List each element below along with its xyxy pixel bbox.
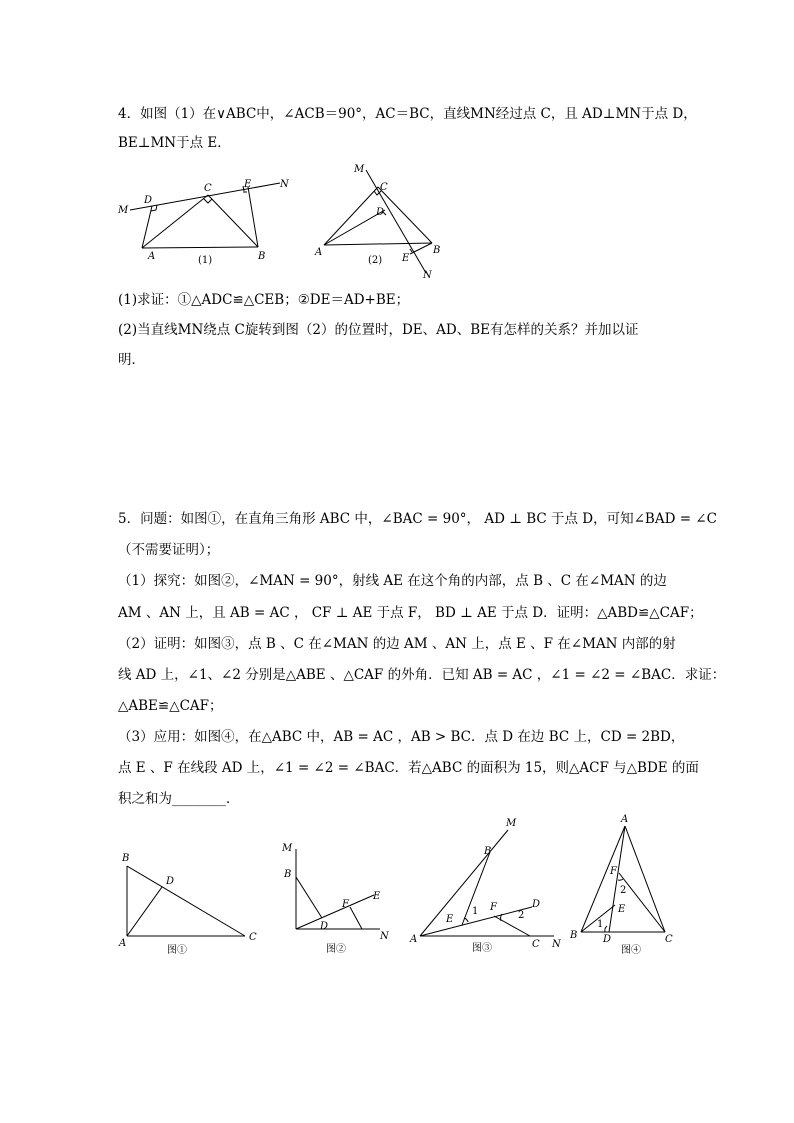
q4-part-2a: (2)当直线MN绕点 C旋转到图（2）的位置时，DE、AD、BE有怎样的关系？并加以证 xyxy=(118,322,639,338)
q5-line-1: 5．问题：如图①，在直角三角形 ABC 中，∠BAC = 90°， AD ⊥ BC 于点 D，可知∠BAD = ∠C xyxy=(118,511,717,527)
caption: (2) xyxy=(368,255,383,266)
angle-1-label: 1 xyxy=(597,919,604,930)
caption: (1) xyxy=(198,255,213,266)
label-m: M xyxy=(354,164,365,175)
label-d: D xyxy=(166,876,175,887)
segment-cf xyxy=(494,916,530,936)
label-d: D xyxy=(144,195,153,206)
segment-cb xyxy=(378,187,432,243)
label-b: B xyxy=(433,245,441,256)
q5-line-3: （1）探究：如图②，∠MAN = 90°，射线 AE 在这个角的内部，点 B 、C 在∠MAN 的边 xyxy=(118,573,667,589)
label-a: A xyxy=(621,814,629,825)
caption: 图① xyxy=(167,945,187,956)
segment-ac xyxy=(324,187,378,245)
label-b: B xyxy=(484,846,492,857)
segment-bc xyxy=(127,866,245,936)
q5-figure-3 xyxy=(402,818,572,960)
q5-line-2: （不需要证明）； xyxy=(118,542,220,558)
label-c: C xyxy=(532,939,540,950)
segment-ab xyxy=(581,826,625,932)
label-e: E xyxy=(402,253,410,264)
right-angle-e xyxy=(410,249,412,252)
q5-line-9: 点 E 、F 在线段 AD 上，∠1 = ∠2 = ∠BAC．若△ABC 的面积为 15，则△ACF 与△BDE 的面 xyxy=(118,760,699,776)
q5-line-5: （2）证明：如图③，点 B 、C 在∠MAN 的边 AM 、AN 上，点 E 、F 在∠MAN 内部的射 xyxy=(118,636,676,652)
q4-figure-2 xyxy=(310,160,450,280)
q5-figure-2 xyxy=(278,835,393,960)
angle-1-label: 1 xyxy=(472,906,479,917)
label-n: N xyxy=(423,270,432,281)
label-m: M xyxy=(506,818,517,829)
label-e: E xyxy=(373,891,381,902)
label-b: B xyxy=(122,853,130,864)
label-m: M xyxy=(118,205,129,216)
segment-ab xyxy=(324,243,432,245)
q4-part-2b: 明． xyxy=(118,352,145,368)
angle-2-label: 2 xyxy=(620,885,627,896)
angle-2-arc xyxy=(618,879,623,880)
label-a: A xyxy=(410,934,418,945)
segment-cf xyxy=(619,873,665,932)
q5-figure-1 xyxy=(115,850,265,960)
caption: 图④ xyxy=(621,945,641,956)
q4-figure-1 xyxy=(110,170,300,265)
label-d: D xyxy=(532,899,541,910)
label-f: F xyxy=(490,902,497,913)
label-a: A xyxy=(119,938,127,949)
q5-line-8: （3）应用：如图④，在△ABC 中，AB = AC ，AB > BC．点 D 在边 BC 上，CD = 2BD， xyxy=(118,729,685,745)
label-c: C xyxy=(249,932,257,943)
q5-line-4: AM 、AN 上，且 AB = AC ， CF ⊥ AE 于点 F， BD ⊥ AE 于点 D．证明：△ABD≌△CAF； xyxy=(118,605,703,621)
label-d: D xyxy=(376,207,385,218)
label-e: E xyxy=(618,904,626,915)
segment-be xyxy=(410,243,432,254)
label-e: E xyxy=(446,914,454,925)
segment-cf xyxy=(350,907,362,929)
label-d: D xyxy=(320,921,329,932)
label-b: B xyxy=(284,869,292,880)
label-n: N xyxy=(280,179,289,190)
q4-line-2: BE⊥MN于点 E． xyxy=(118,135,231,151)
label-b: B xyxy=(258,251,266,262)
angle-1-arc xyxy=(464,918,468,922)
label-d: D xyxy=(603,934,612,945)
caption: 图③ xyxy=(472,943,492,954)
q4-part-1: (1)求证：①△ADC≌△CEB；②DE＝AD+BE； xyxy=(118,292,410,308)
segment-ab xyxy=(142,247,258,248)
segment-bd xyxy=(296,877,322,918)
label-f: F xyxy=(610,866,617,877)
label-m: M xyxy=(282,843,293,854)
label-c: C xyxy=(665,934,673,945)
segment-ac xyxy=(625,826,665,932)
caption: 图② xyxy=(326,944,346,955)
q5-line-6: 线 AD 上，∠1、∠2 分别是△ABE 、△CAF 的外角．已知 AB = AC ，∠1 = ∠2 = ∠BAC．求证： xyxy=(118,667,726,683)
angle-2-label: 2 xyxy=(518,910,525,921)
label-c: C xyxy=(380,182,388,193)
q5-figure-4 xyxy=(563,810,683,960)
ray-ae xyxy=(296,895,374,929)
q5-line-10: 积之和为________． xyxy=(118,791,240,807)
q5-line-7: △ABE≌△CAF； xyxy=(118,698,223,714)
label-n: N xyxy=(380,931,389,942)
label-f: F xyxy=(342,899,349,910)
label-a: A xyxy=(315,247,323,258)
label-b: B xyxy=(570,930,578,941)
segment-ad xyxy=(127,887,162,936)
q4-line-1: 4．如图（1）在∨ABC中，∠ACB＝90°，AC＝BC，直线MN经过点 C，且 AD⊥MN于点 D， xyxy=(118,106,697,122)
label-n: N xyxy=(552,939,561,950)
label-e: E xyxy=(244,179,252,190)
label-c: C xyxy=(204,183,212,194)
label-a: A xyxy=(148,251,156,262)
angle-1-arc xyxy=(605,926,607,932)
right-angle-c xyxy=(204,199,212,203)
